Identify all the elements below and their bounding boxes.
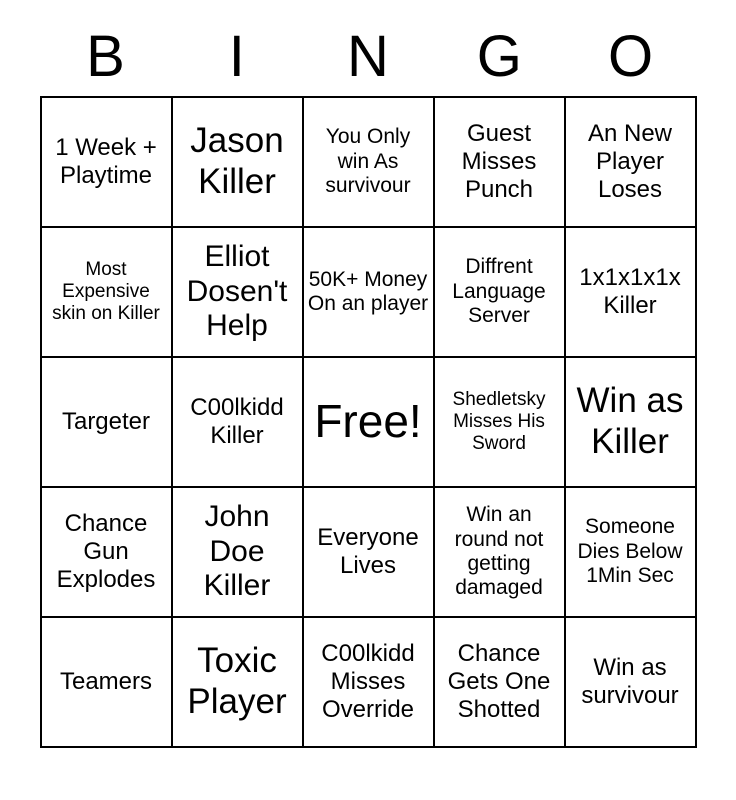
bingo-cell-n5[interactable]: C00lkidd Misses Override bbox=[303, 617, 434, 747]
bingo-cell-g5[interactable]: Chance Gets One Shotted bbox=[434, 617, 565, 747]
bingo-cell-i5[interactable]: Toxic Player bbox=[172, 617, 303, 747]
bingo-cell-n2[interactable]: 50K+ Money On an player bbox=[303, 227, 434, 357]
bingo-cell-b3[interactable]: Targeter bbox=[41, 357, 172, 487]
bingo-cell-n4[interactable]: Everyone Lives bbox=[303, 487, 434, 617]
bingo-cell-i1[interactable]: Jason Killer bbox=[172, 97, 303, 227]
bingo-row bbox=[41, 357, 696, 487]
bingo-cell-g3[interactable]: Shedletsky Misses His Sword bbox=[434, 357, 565, 487]
bingo-row bbox=[41, 227, 696, 357]
header-letter-n: N bbox=[347, 24, 389, 89]
bingo-cell-b1[interactable]: 1 Week + Playtime bbox=[41, 97, 172, 227]
bingo-cell-o4[interactable]: Someone Dies Below 1Min Sec bbox=[565, 487, 696, 617]
bingo-header bbox=[40, 26, 696, 88]
bingo-cell-i4[interactable]: John Doe Killer bbox=[172, 487, 303, 617]
bingo-row bbox=[41, 487, 696, 617]
bingo-cell-free[interactable]: Free! bbox=[303, 357, 434, 487]
bingo-cell-o5[interactable]: Win as survivour bbox=[565, 617, 696, 747]
bingo-cell-i2[interactable]: Elliot Dosen't Help bbox=[172, 227, 303, 357]
header-letter-i: I bbox=[228, 24, 245, 89]
bingo-cell-b2[interactable]: Most Expensive skin on Killer bbox=[41, 227, 172, 357]
header-letter-b: B bbox=[86, 24, 125, 89]
bingo-cell-g4[interactable]: Win an round not getting damaged bbox=[434, 487, 565, 617]
bingo-cell-b4[interactable]: Chance Gun Explodes bbox=[41, 487, 172, 617]
bingo-cell-g2[interactable]: Diffrent Language Server bbox=[434, 227, 565, 357]
header-letter-g: G bbox=[476, 24, 522, 89]
bingo-cell-g1[interactable]: Guest Misses Punch bbox=[434, 97, 565, 227]
bingo-cell-o1[interactable]: An New Player Loses bbox=[565, 97, 696, 227]
bingo-cell-b5[interactable]: Teamers bbox=[41, 617, 172, 747]
bingo-cell-o2[interactable]: 1x1x1x1x Killer bbox=[565, 227, 696, 357]
bingo-cell-n1[interactable]: You Only win As survivour bbox=[303, 97, 434, 227]
bingo-row bbox=[41, 617, 696, 747]
bingo-grid bbox=[40, 96, 697, 748]
bingo-cell-o3[interactable]: Win as Killer bbox=[565, 357, 696, 487]
bingo-row bbox=[41, 97, 696, 227]
bingo-cell-i3[interactable]: C00lkidd Killer bbox=[172, 357, 303, 487]
header-letter-o: O bbox=[607, 24, 654, 89]
